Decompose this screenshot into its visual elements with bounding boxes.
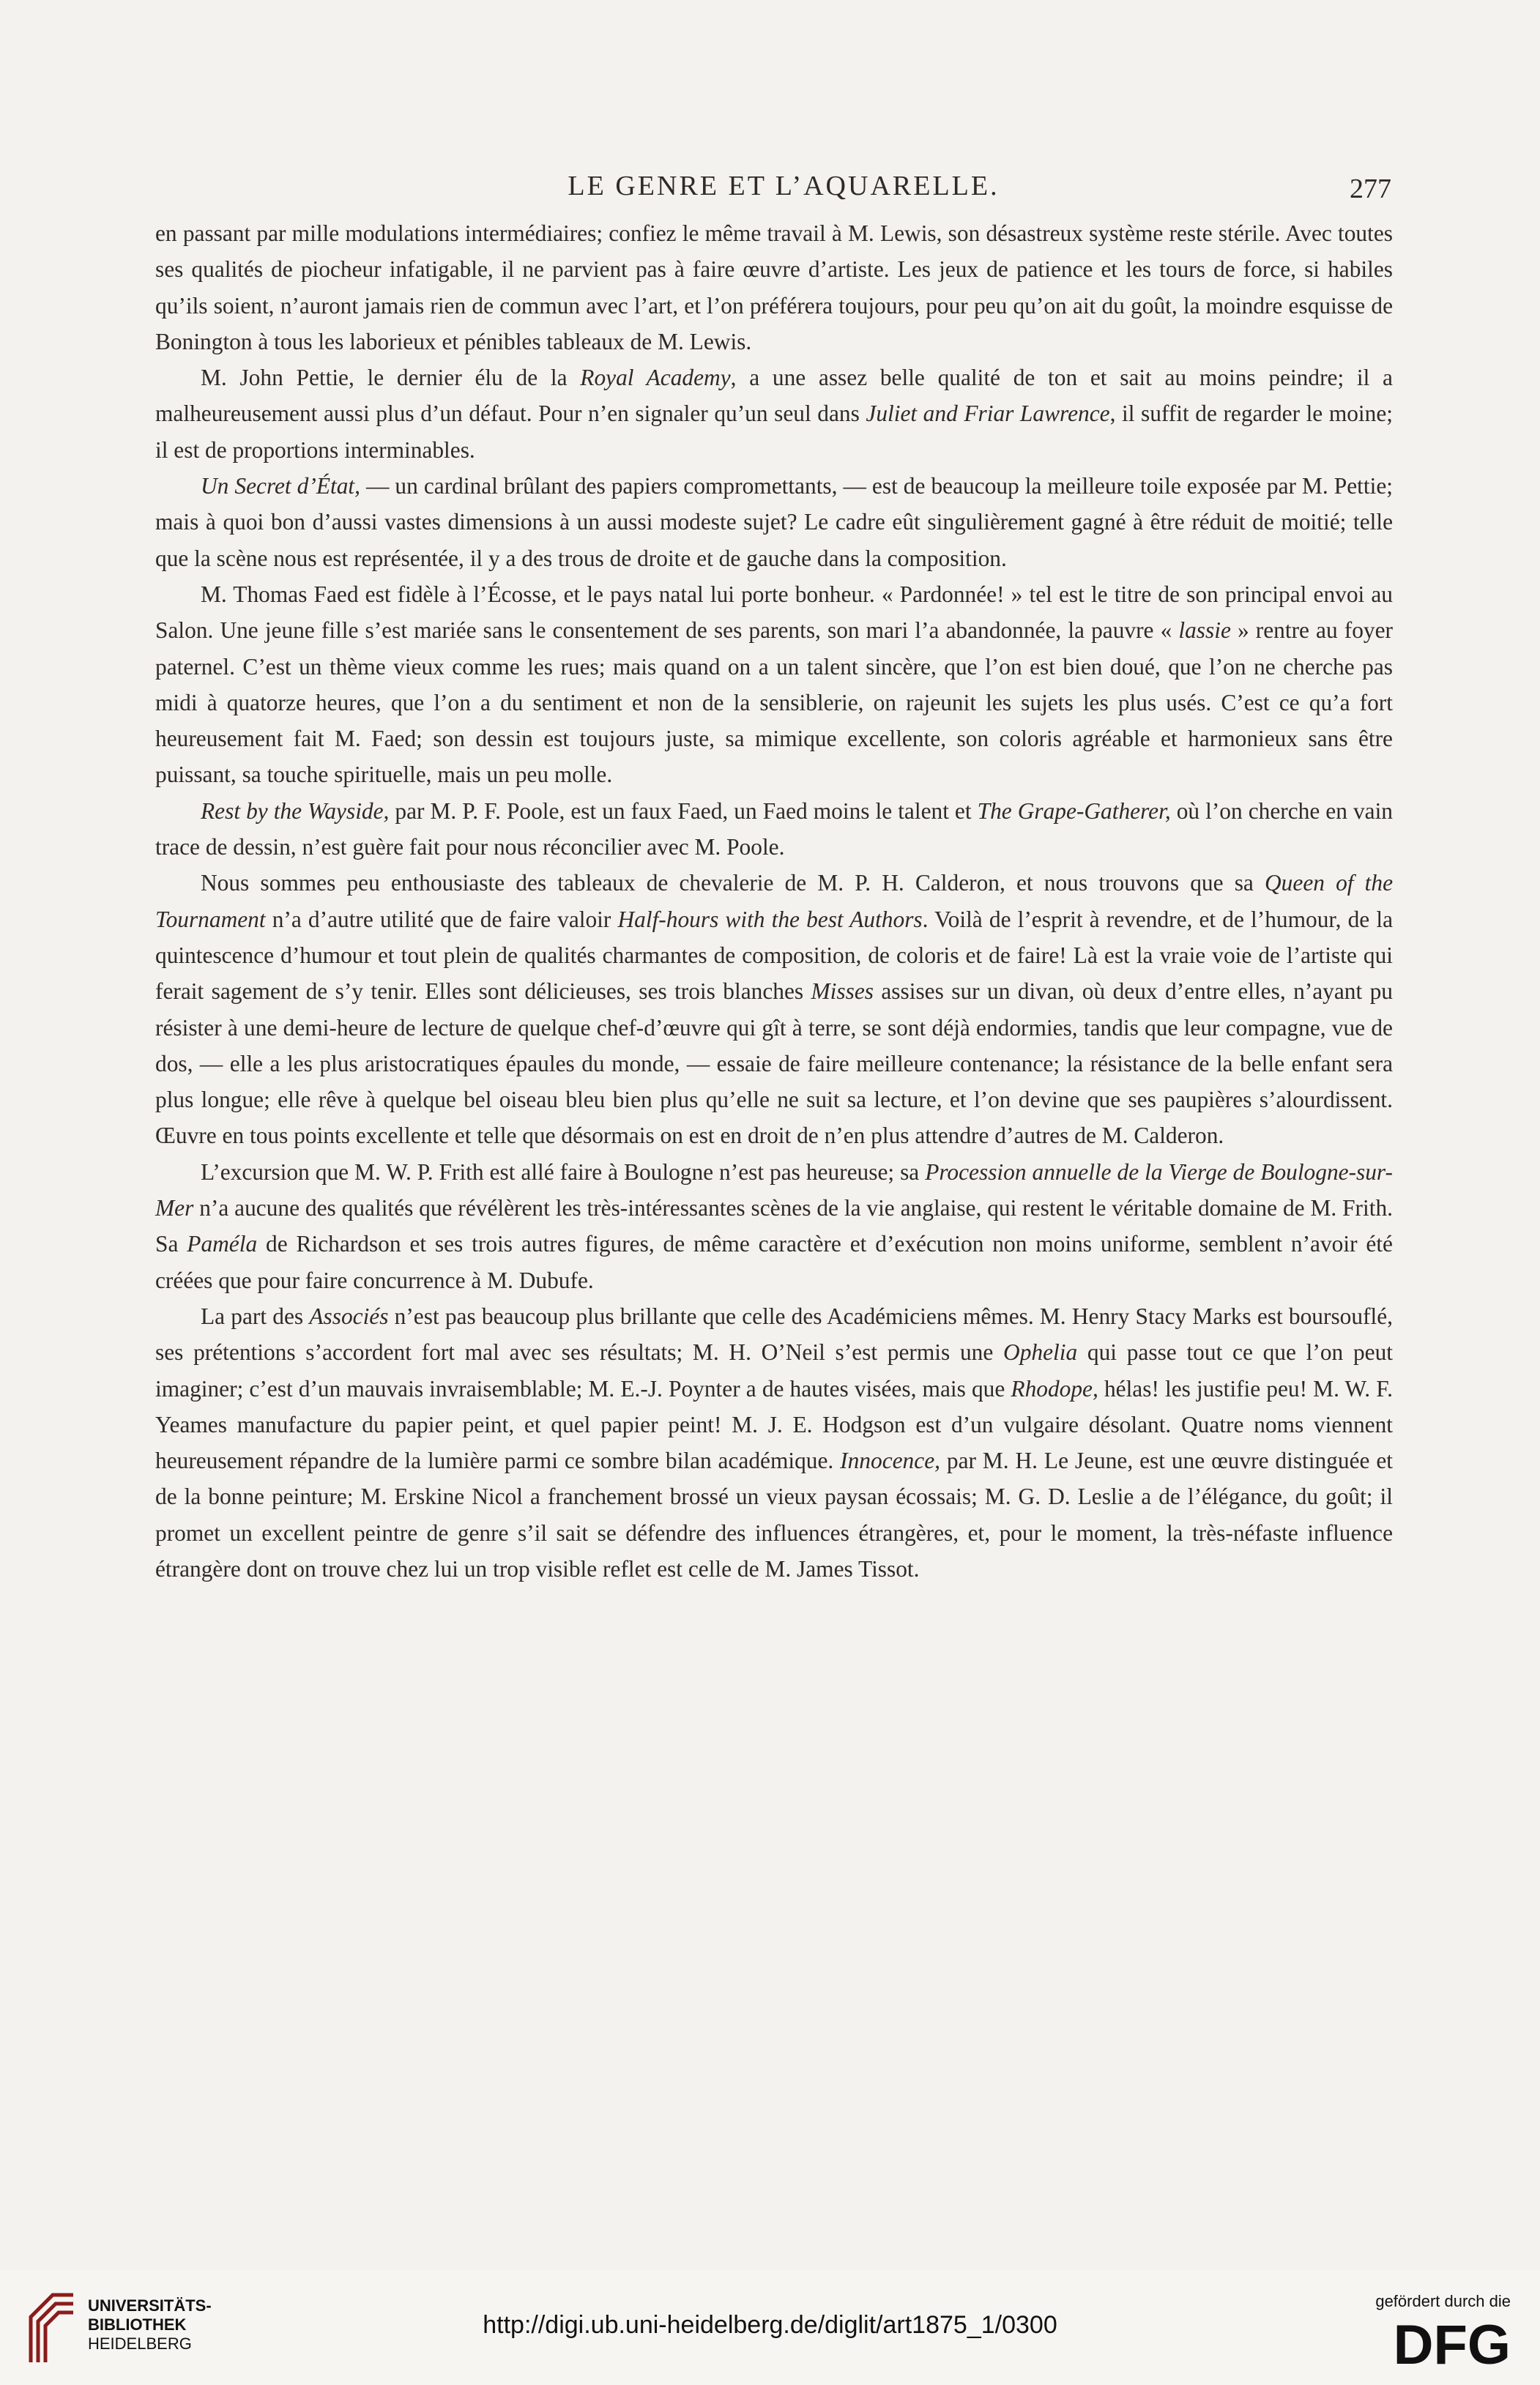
italic-title: Rest by the Wayside,	[201, 797, 390, 824]
text-run: M. John Pettie, le dernier élu de la	[201, 365, 581, 391]
sponsor-caption: gefördert durch die	[1375, 2292, 1511, 2310]
italic-title: Misses	[811, 978, 874, 1005]
page-number: 277	[1350, 174, 1391, 204]
library-name-line: HEIDELBERG	[88, 2334, 192, 2353]
text-run: hélas! les justifie peu! M. W. F. Yeames manufacture du papier peint, et quel papier peint! M. J. E. Hodgson est d’un vulgaire désolant. Quatre noms viennent heureusement répandre de la lumière parmi ce sombre bilan académique.	[155, 1375, 1393, 1474]
text-run: par M. H. Le Jeune, est une œuvre distinguée et de la bonne peinture; M. Erskine Nicol a franchement brossé un vieux paysan écossais; M. G. D. Leslie a de l’élégance, du goût; il promet un excellent peintre de genre s’il sait se défendre des influences étrangères, et, pour le moment, la très-néfaste influence étrangère dont on trouve chez lui un trop visible reflet est celle de M. James Tissot.	[155, 1448, 1393, 1582]
italic-title: Queen of the Tournament	[155, 870, 1394, 932]
text-run: de Richardson et ses trois autres figures, de même caractère et d’exécution non moins uniforme, semblent n’avoir été créées que pour faire concurrence à M. Dubufe.	[155, 1231, 1393, 1293]
running-title: LE GENRE ET L’AQUARELLE.	[568, 171, 1000, 201]
text-run: n’est pas beaucoup plus brillante que celle des Académiciens mêmes. M. Henry Stacy Marks est boursouflé, ses prétentions s’accordent fort mal avec ses résultats; M. H. O’Neil s’est permis une	[155, 1303, 1394, 1366]
paragraph	[155, 1298, 1393, 1587]
text-run: assises sur un divan, où deux d’entre elles, n’ayant pu résister à une demi-heure de lecture de quelque chef-d’œuvre qui gît à terre, se sont déjà endormies, tandis que leur compagne, vue de dos, — elle a les plus aristocratiques épaules du monde, — essaie de faire meilleure contenance; la résistance de la belle enfant sera plus longue; elle rêve à quelque bel oiseau bleu bien plus qu’elle ne suit sa lecture, et l’on devine que ses paupières s’alourdissent. Œuvre en tous points excellente et telle que désormais on est en droit de n’en plus attendre d’autres de M. Calderon.	[155, 978, 1394, 1149]
paragraph	[155, 793, 1393, 866]
paragraph	[155, 865, 1393, 1153]
paragraph	[155, 1154, 1393, 1298]
text-run: en passant par mille modulations intermédiaires; confiez le même travail à M. Lewis, son désastreux système reste stérile. Avec toutes ses qualités de piocheur infatigable, il ne parvient pas à faire œuvre d’artiste. Les jeux de patience et les tours de force, si habiles qu’ils soient, n’auront jamais rien de commun avec l’art, et l’on préférera toujours, pour peu qu’on ait du goût, la moindre esquisse de Bonington à tous les laborieux et pénibles tableaux de M. Lewis.	[155, 220, 1393, 354]
text-run: — un cardinal brûlant des papiers compromettants, — est de beaucoup la meilleure toile exposée par M. Pettie; mais à quoi bon d’aussi vastes dimensions à un aussi modeste sujet? Le cadre eût singulièrement gagné à être réduit de moitié; telle que la scène nous est représentée, il y a des trous de droite et de gauche dans la composition.	[155, 473, 1393, 571]
italic-title: Innocence,	[840, 1448, 940, 1474]
dfg-logo-text: DFG	[1393, 2317, 1511, 2368]
text-run: n’a d’autre utilité que de faire valoir	[265, 906, 618, 932]
text-run: Nous sommes peu enthousiaste des tableaux de chevalerie de M. P. H. Calderon, et nous trouvons que sa	[201, 870, 1265, 896]
italic-title: Ophelia	[1003, 1339, 1078, 1366]
library-name-line: BIBLIOTHEK	[88, 2315, 187, 2334]
paragraph	[155, 468, 1393, 576]
italic-title: Associés	[309, 1303, 389, 1329]
italic-title: Juliet and Friar Lawrence	[866, 401, 1110, 427]
dfg-logo-icon	[1364, 2317, 1511, 2368]
text-run: où l’on cherche en vain trace de dessin, n’est guère fait pour nous réconcilier avec M. Poole.	[155, 797, 1393, 860]
source-url-link[interactable]: http://digi.ub.uni-heidelberg.de/diglit/art1875_1/0300	[483, 2311, 1057, 2339]
italic-title: Procession annuelle de la Vierge de Boulogne-sur-Mer	[155, 1158, 1393, 1221]
italic-title: Un Secret d’État,	[201, 473, 360, 499]
italic-title: Paméla	[187, 1231, 258, 1257]
text-run: . Voilà de l’esprit à revendre, et de l’humour, de la quintescence d’humour et tout plein de qualités charmantes de composition, de coloris et de faire! Là est la vraie voie de l’artiste qui ferait sagement de s’y tenir. Elles sont délicieuses, ses trois blanches	[155, 906, 1393, 1005]
running-header	[176, 170, 1391, 214]
text-run: par M. P. F. Poole, est un faux Faed, un Faed moins le talent et	[389, 797, 978, 824]
text-run: L’excursion que M. W. P. Frith est allé faire à Boulogne n’est pas heureuse; sa	[201, 1158, 926, 1185]
text-run: » rentre au foyer paternel. C’est un thème vieux comme les rues; mais quand on a un talent sincère, que l’on est bien doué, que l’on ne cherche pas midi à quatorze heures, que l’on a du sentiment et non de la sensiblerie, on rajeunit les sujets les plus usés. C’est ce qu’a fort heureusement fait M. Faed; son dessin est toujours juste, sa mimique excellente, son coloris agréable et harmonieux sans être puissant, sa touche spirituelle, mais un peu molle.	[155, 617, 1393, 788]
text-run: qui passe tout ce que l’on peut imaginer; c’est d’un mauvais invraisemblable; M. E.-J. Poynter a de hautes visées, mais que	[155, 1339, 1394, 1402]
text-run: , il suffit de regarder le moine; il est de proportions interminables.	[155, 401, 1393, 463]
article-body	[155, 215, 1393, 1587]
paragraph	[155, 576, 1393, 793]
library-name-line: UNIVERSITÄTS-	[88, 2296, 212, 2315]
italic-title: Rhodope,	[1011, 1375, 1098, 1402]
text-run: M. Thomas Faed est fidèle à l’Écosse, et le pays natal lui porte bonheur. « Pardonnée! » tel est le titre de son principal envoi au Salon. Une jeune fille s’est mariée sans le consentement de ses parents, son mari l’a abandonnée, la pauvre «	[155, 581, 1393, 644]
text-run: n’a aucune des qualités que révélèrent les très-intéressantes scènes de la vie anglaise, qui restent le véritable domaine de M. Frith. Sa	[155, 1195, 1393, 1257]
italic-title: Half-hours with the best Authors	[617, 906, 923, 932]
text-run: , a une assez belle qualité de ton et sait au moins peindre; il a malheureusement aussi plus d’un défaut. Pour n’en signaler qu’un seul dans	[155, 365, 1393, 427]
italic-title: The Grape-Gatherer,	[977, 797, 1171, 824]
digitization-footer	[0, 2270, 1540, 2385]
italic-title: Royal Academy	[580, 365, 731, 391]
italic-title: lassie	[1178, 617, 1231, 644]
paragraph	[155, 360, 1393, 468]
paragraph	[155, 215, 1393, 360]
text-run: La part des	[201, 1303, 310, 1329]
